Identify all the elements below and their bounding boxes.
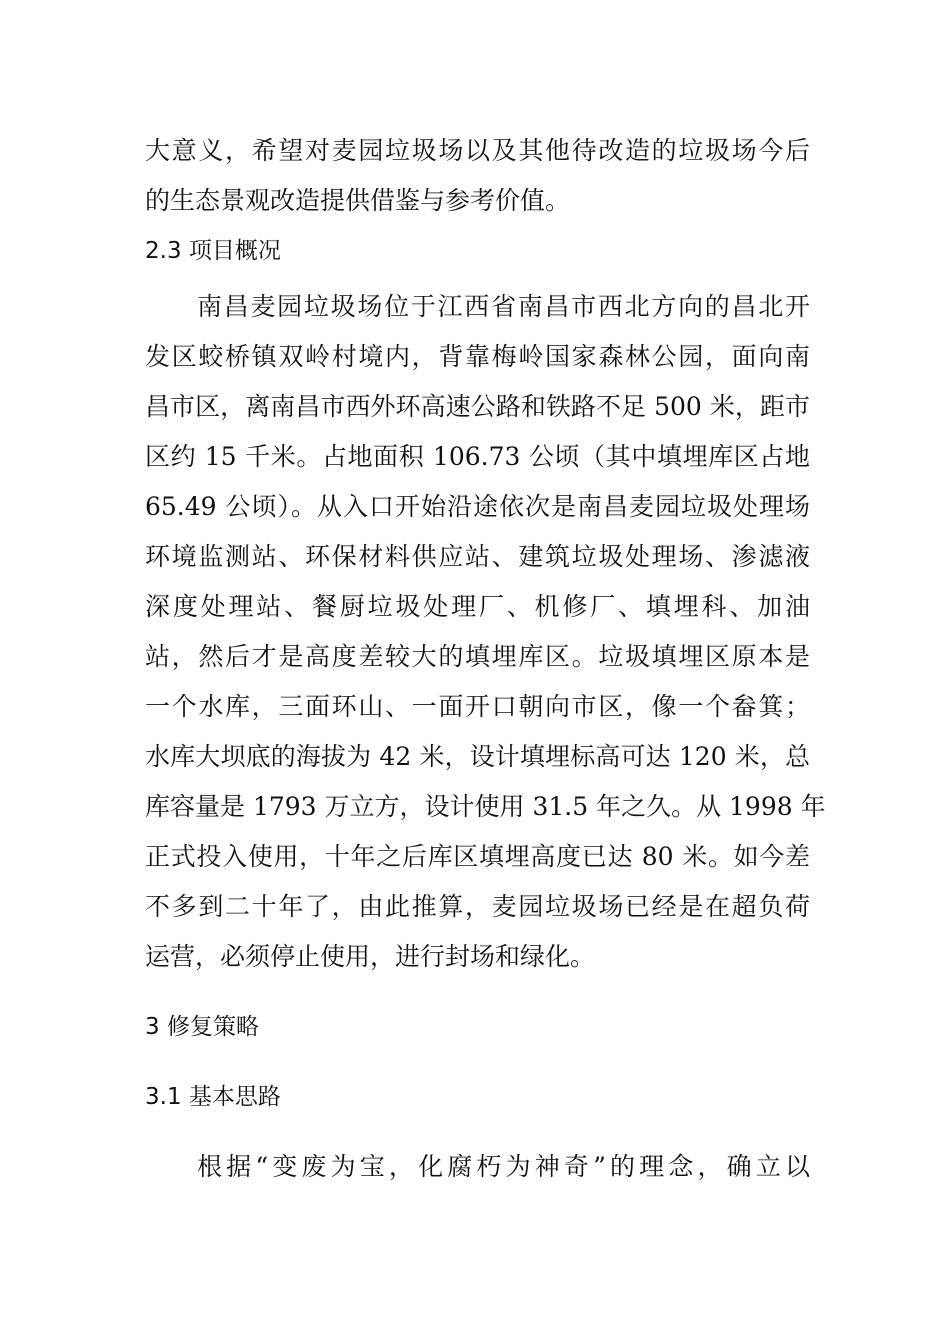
paragraph-line: 水库大坝底的海拔为 42 米，设计填埋标高可达 120 米，总 (145, 742, 810, 771)
paragraph-line: 正式投入使用，十年之后库区填埋高度已达 80 米。如今差 (145, 842, 810, 871)
intro-paragraph (145, 126, 810, 226)
paragraph-line: 根据“变废为宝，化腐朽为神奇”的理念，确立以 (197, 1152, 810, 1181)
paragraph-line: 一个水库，三面环山、一面开口朝向市区，像一个畚箕； (145, 692, 810, 721)
section-heading-2-3: 2.3 项目概况 (145, 238, 281, 264)
paragraph-line: 南昌麦园垃圾场位于江西省南昌市西北方向的昌北开 (197, 292, 810, 321)
paragraph-line: 区约 15 千米。占地面积 106.73 公顷（其中填埋库区占地 (145, 442, 810, 471)
document-page (145, 126, 826, 1192)
paragraph-line: 发区蛟桥镇双岭村境内，背靠梅岭国家森林公园，面向南 (145, 342, 810, 371)
section-3-1-paragraph (145, 1142, 810, 1192)
section-heading-3: 3 修复策略 (145, 1014, 259, 1040)
paragraph-line: 运营，必须停止使用，进行封场和绿化。 (145, 942, 596, 971)
section-heading-3-1: 3.1 基本思路 (145, 1084, 281, 1110)
paragraph-line: 站，然后才是高度差较大的填埋库区。垃圾填埋区原本是 (145, 642, 810, 671)
paragraph-line: 环境监测站、环保材料供应站、建筑垃圾处理场、渗滤液 (145, 542, 810, 571)
paragraph-line: 昌市区，离南昌市西外环高速公路和铁路不足 500 米，距市 (145, 392, 810, 421)
paragraph-line: 大意义，希望对麦园垃圾场以及其他待改造的垃圾场今后 (145, 136, 810, 165)
paragraph-line: 库容量是 1793 万立方，设计使用 31.5 年之久。从 1998 年 (145, 792, 826, 821)
paragraph-line: 不多到二十年了，由此推算，麦园垃圾场已经是在超负荷 (145, 892, 810, 921)
paragraph-line: 的生态景观改造提供借鉴与参考价值。 (145, 186, 571, 215)
paragraph-line: 深度处理站、餐厨垃圾处理厂、机修厂、填埋科、加油 (145, 592, 810, 621)
paragraph-line: 65.49 公顷）。从入口开始沿途依次是南昌麦园垃圾处理场 (145, 492, 810, 521)
section-2-3-paragraph (145, 282, 826, 982)
